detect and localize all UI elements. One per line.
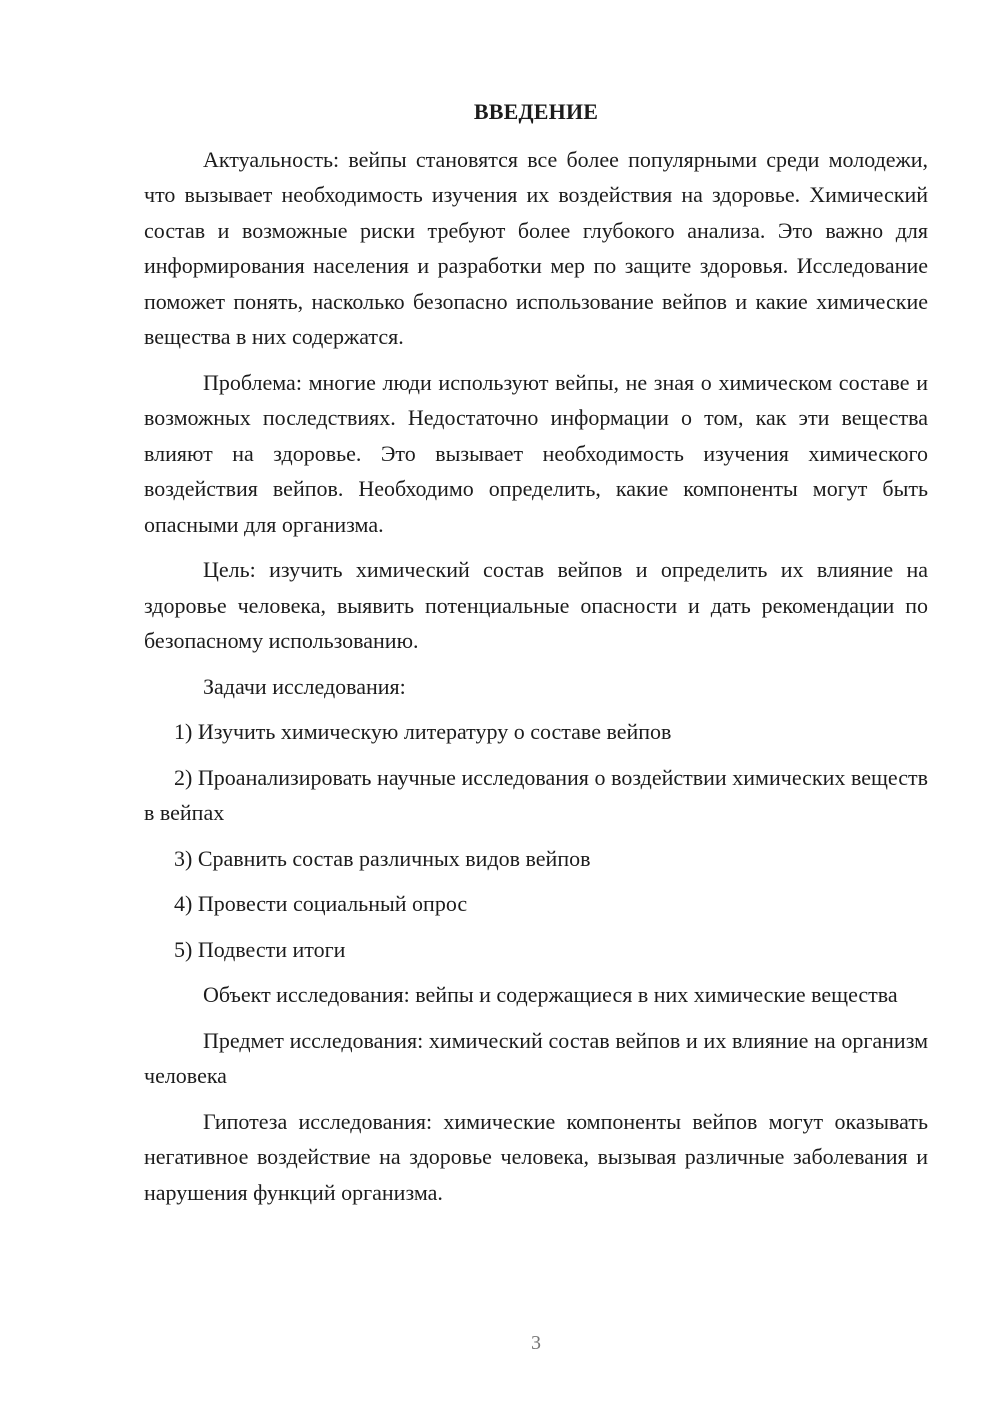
task-item: 2) Проанализировать научные исследования о воздействии химических веществ в вейпах	[144, 764, 928, 825]
page-number: 3	[531, 1332, 541, 1354]
subject-paragraph: Предмет исследования: химический состав вейпов и их влияние на организм человека	[144, 1027, 928, 1088]
problem-paragraph: Проблема: многие люди используют вейпы, не зная о химическом составе и возможных последствиях. Недостаточно информации о том, как эти вещества влияют на здоровье. Это вызывает необходимость изучения химического воздействия вейпов. Необходимо определить, какие компоненты могут быть опасными для организма.	[144, 369, 928, 537]
document-body	[144, 94, 928, 1220]
task-item: 1) Изучить химическую литературу о составе вейпов	[174, 719, 672, 744]
goal-paragraph: Цель: изучить химический состав вейпов и определить их влияние на здоровье человека, выявить потенциальные опасности и дать рекомендации по безопасному использованию.	[144, 557, 928, 653]
tasks-list	[144, 714, 928, 967]
task-item: 4) Провести социальный опрос	[174, 891, 468, 916]
task-item: 5) Подвести итоги	[174, 936, 346, 962]
task-item: 3) Сравнить состав различных видов вейпов	[174, 845, 591, 871]
hypothesis-paragraph: Гипотеза исследования: химические компоненты вейпов могут оказывать негативное воздействие на здоровье человека, вызывая различные заболевания и нарушения функций организма.	[144, 1108, 928, 1205]
section-title: ВВЕДЕНИЕ	[473, 99, 599, 124]
tasks-heading: Задачи исследования:	[203, 673, 406, 699]
relevance-paragraph: Актуальность: вейпы становятся все более популярными среди молодежи, что вызывает необходимость изучения их воздействия на здоровье. Химический состав и возможные риски требуют более глубокого анализа. Это важно для информирования населения и разработки мер по защите здоровья. Исследование поможет понять, насколько безопасно использование вейпов и какие химические вещества в них содержатся.	[144, 146, 928, 349]
object-paragraph: Объект исследования: вейпы и содержащиеся в них химические вещества	[203, 982, 898, 1007]
